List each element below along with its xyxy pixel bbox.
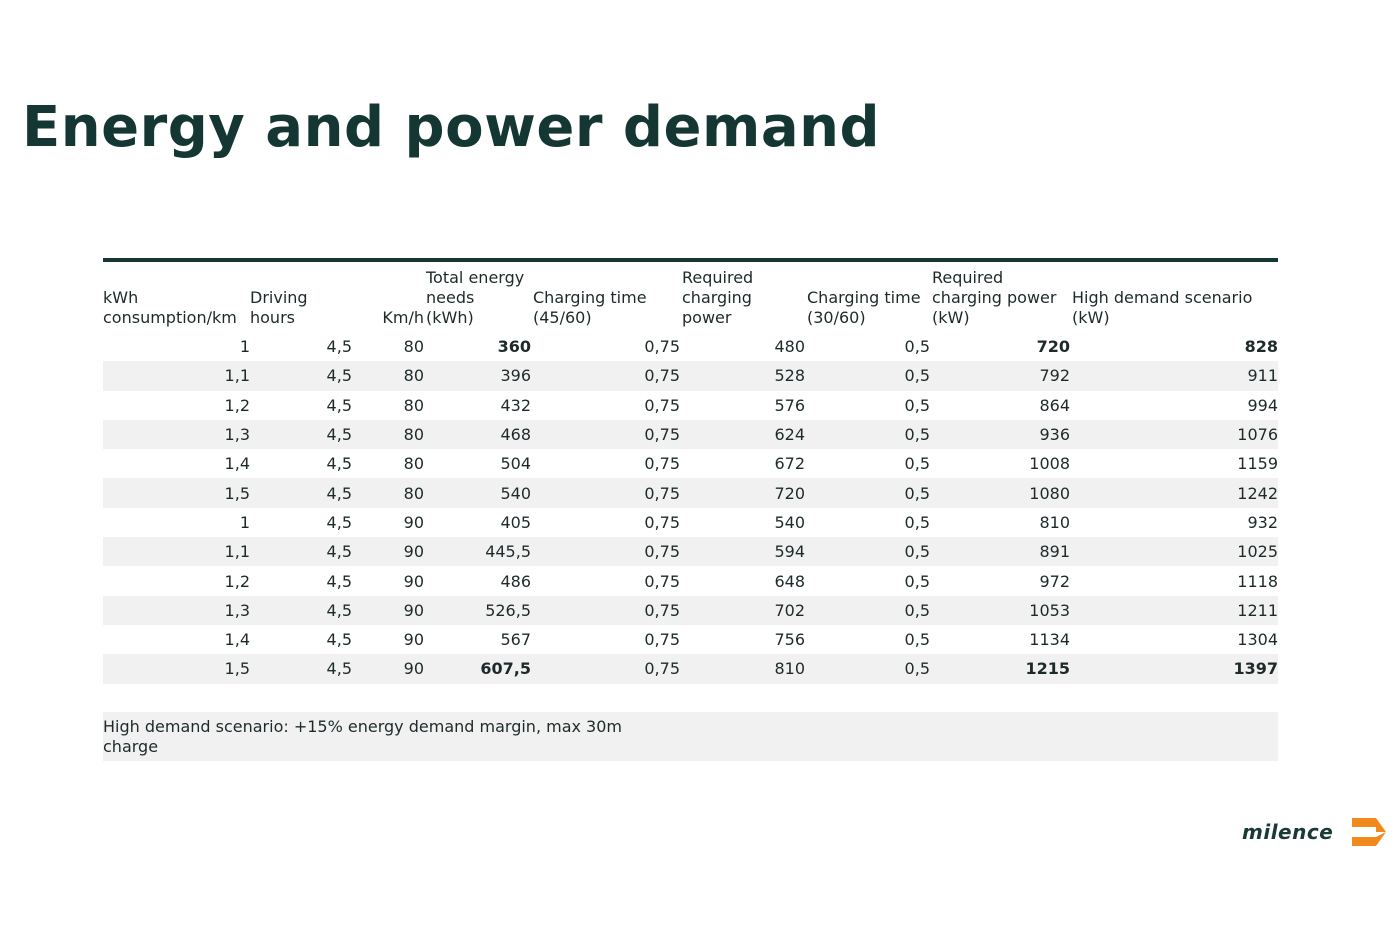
- cell-charging-time-45: 0,75: [644, 454, 680, 474]
- table-row: [103, 654, 1278, 683]
- cell-charging-time-45: 0,75: [531, 361, 680, 390]
- cell-charging-time-45: 0,75: [531, 420, 680, 449]
- header-total-energy: Total energy needs (kWh): [424, 260, 531, 332]
- cell-required-power-kw: 1134: [1029, 630, 1070, 650]
- cell-high-demand: 1076: [1070, 420, 1278, 449]
- energy-demand-table: [103, 258, 1278, 684]
- cell-total-energy: 486: [500, 571, 531, 591]
- cell-kmh: 80: [352, 478, 424, 507]
- cell-kwh-consumption: 1,2: [224, 395, 250, 415]
- cell-kmh: 80: [403, 337, 424, 357]
- cell-driving-hours: 4,5: [326, 395, 352, 415]
- cell-driving-hours: 4,5: [250, 478, 352, 507]
- cell-required-power: 672: [774, 454, 805, 474]
- cell-driving-hours: 4,5: [250, 654, 352, 683]
- cell-driving-hours: 4,5: [326, 454, 352, 474]
- cell-kmh: 90: [352, 596, 424, 625]
- cell-charging-time-45: 0,75: [644, 337, 680, 357]
- header-driving-hours: Driving hours: [250, 260, 352, 332]
- cell-high-demand: 1304: [1237, 630, 1278, 650]
- cell-total-energy: 432: [500, 395, 531, 415]
- cell-kwh-consumption: 1,5: [103, 654, 250, 683]
- header-high-demand-scenario: High demand scenario (kW): [1070, 260, 1278, 332]
- cell-high-demand: 1211: [1070, 596, 1278, 625]
- cell-driving-hours: 4,5: [326, 571, 352, 591]
- cell-charging-time-30: 0,5: [805, 654, 930, 683]
- cell-kwh-consumption: 1,4: [224, 454, 250, 474]
- table-row: [103, 420, 1278, 449]
- cell-charging-time-30: 0,5: [805, 361, 930, 390]
- cell-required-power-kw: 936: [930, 420, 1070, 449]
- cell-charging-time-45: 0,75: [644, 630, 680, 650]
- cell-required-power: 540: [774, 512, 805, 532]
- table-row: [103, 391, 1278, 420]
- milence-logo: [1242, 814, 1392, 854]
- cell-kmh: 90: [352, 537, 424, 566]
- cell-charging-time-30: 0,5: [904, 571, 930, 591]
- cell-charging-time-45: 0,75: [531, 478, 680, 507]
- cell-kmh: 80: [403, 395, 424, 415]
- cell-charging-time-30: 0,5: [904, 454, 930, 474]
- cell-driving-hours: 4,5: [250, 537, 352, 566]
- cell-required-power-kw: 1053: [930, 596, 1070, 625]
- cell-required-power: 594: [680, 537, 805, 566]
- logo-wordmark: milence: [1242, 820, 1334, 844]
- header-charging-time-45: Charging time (45/60): [531, 260, 680, 332]
- cell-total-energy: 540: [424, 478, 531, 507]
- cell-high-demand: 1159: [1237, 454, 1278, 474]
- cell-high-demand: 1025: [1070, 537, 1278, 566]
- table-row: [103, 566, 1278, 595]
- cell-high-demand: 1242: [1070, 478, 1278, 507]
- cell-driving-hours: 4,5: [250, 361, 352, 390]
- cell-kmh: 90: [403, 630, 424, 650]
- cell-required-power-kw: 1215: [930, 654, 1070, 683]
- cell-high-demand: 1397: [1070, 654, 1278, 683]
- cell-driving-hours: 4,5: [326, 630, 352, 650]
- cell-kwh-consumption: 1: [239, 512, 250, 532]
- cell-kmh: 80: [403, 454, 424, 474]
- cell-charging-time-45: 0,75: [644, 395, 680, 415]
- cell-high-demand: 828: [1244, 337, 1278, 357]
- table-row: [103, 537, 1278, 566]
- cell-required-power-kw: 1008: [1029, 454, 1070, 474]
- cell-charging-time-45: 0,75: [644, 512, 680, 532]
- cell-kwh-consumption: 1,4: [224, 630, 250, 650]
- cell-charging-time-30: 0,5: [805, 478, 930, 507]
- cell-charging-time-45: 0,75: [531, 596, 680, 625]
- cell-total-energy: 468: [424, 420, 531, 449]
- header-kwh-consumption: kWh consumption/km: [103, 260, 250, 332]
- header-charging-time-30: Charging time (30/60): [805, 260, 930, 332]
- cell-charging-time-30: 0,5: [904, 395, 930, 415]
- cell-required-power-kw: 891: [930, 537, 1070, 566]
- table-row: [103, 332, 1278, 361]
- cell-high-demand: 911: [1070, 361, 1278, 390]
- cell-total-energy: 445,5: [424, 537, 531, 566]
- cell-required-power-kw: 1080: [930, 478, 1070, 507]
- cell-required-power-kw: 792: [930, 361, 1070, 390]
- arrow-chevron-icon: [1346, 816, 1390, 850]
- cell-kwh-consumption: 1,2: [224, 571, 250, 591]
- cell-high-demand: 1118: [1237, 571, 1278, 591]
- cell-total-energy: 405: [500, 512, 531, 532]
- cell-driving-hours: 4,5: [250, 420, 352, 449]
- cell-total-energy: 607,5: [424, 654, 531, 683]
- cell-kwh-consumption: 1,1: [103, 537, 250, 566]
- cell-required-power-kw: 720: [1036, 337, 1070, 357]
- cell-charging-time-30: 0,5: [904, 337, 930, 357]
- cell-required-power: 624: [680, 420, 805, 449]
- table-row: [103, 449, 1278, 478]
- cell-kwh-consumption: 1,5: [103, 478, 250, 507]
- header-required-charging-power: Required charging power: [680, 260, 805, 332]
- cell-required-power: 720: [680, 478, 805, 507]
- cell-charging-time-45: 0,75: [644, 571, 680, 591]
- cell-charging-time-30: 0,5: [805, 537, 930, 566]
- cell-required-power: 528: [680, 361, 805, 390]
- cell-required-power: 756: [774, 630, 805, 650]
- cell-required-power: 702: [680, 596, 805, 625]
- cell-required-power: 576: [774, 395, 805, 415]
- header-kmh: Km/h: [352, 260, 424, 332]
- cell-kmh: 80: [352, 420, 424, 449]
- table-row: [103, 625, 1278, 654]
- cell-charging-time-30: 0,5: [805, 596, 930, 625]
- table-body: [103, 332, 1278, 684]
- cell-total-energy: 526,5: [424, 596, 531, 625]
- cell-kmh: 90: [403, 571, 424, 591]
- table-header-row: [103, 260, 1278, 332]
- cell-charging-time-30: 0,5: [805, 420, 930, 449]
- cell-charging-time-30: 0,5: [904, 512, 930, 532]
- cell-high-demand: 994: [1247, 395, 1278, 415]
- cell-required-power-kw: 810: [1039, 512, 1070, 532]
- cell-charging-time-45: 0,75: [531, 537, 680, 566]
- cell-required-power-kw: 864: [1039, 395, 1070, 415]
- cell-charging-time-45: 0,75: [531, 654, 680, 683]
- cell-kwh-consumption: 1,3: [103, 420, 250, 449]
- table-row: [103, 508, 1278, 537]
- footnote: [103, 712, 1278, 761]
- cell-driving-hours: 4,5: [326, 337, 352, 357]
- cell-required-power: 648: [774, 571, 805, 591]
- header-required-charging-power-kw: Required charging power (kW): [930, 260, 1070, 332]
- page-title: Energy and power demand: [22, 95, 881, 160]
- cell-total-energy: 396: [424, 361, 531, 390]
- cell-kmh: 80: [352, 361, 424, 390]
- energy-demand-table-container: [103, 258, 1278, 684]
- table-row: [103, 478, 1278, 507]
- cell-high-demand: 932: [1247, 512, 1278, 532]
- cell-kwh-consumption: 1,1: [103, 361, 250, 390]
- table-row: [103, 596, 1278, 625]
- cell-required-power-kw: 972: [1039, 571, 1070, 591]
- table-row: [103, 361, 1278, 390]
- cell-total-energy: 567: [500, 630, 531, 650]
- cell-driving-hours: 4,5: [250, 596, 352, 625]
- cell-total-energy: 360: [497, 337, 531, 357]
- cell-required-power: 480: [774, 337, 805, 357]
- cell-charging-time-30: 0,5: [904, 630, 930, 650]
- cell-total-energy: 504: [500, 454, 531, 474]
- cell-required-power: 810: [680, 654, 805, 683]
- cell-kwh-consumption: 1,3: [103, 596, 250, 625]
- footnote-text: High demand scenario: +15% energy demand margin, max 30m charge: [103, 717, 622, 756]
- cell-kwh-consumption: 1: [239, 337, 250, 357]
- cell-driving-hours: 4,5: [326, 512, 352, 532]
- cell-kmh: 90: [403, 512, 424, 532]
- cell-kmh: 90: [352, 654, 424, 683]
